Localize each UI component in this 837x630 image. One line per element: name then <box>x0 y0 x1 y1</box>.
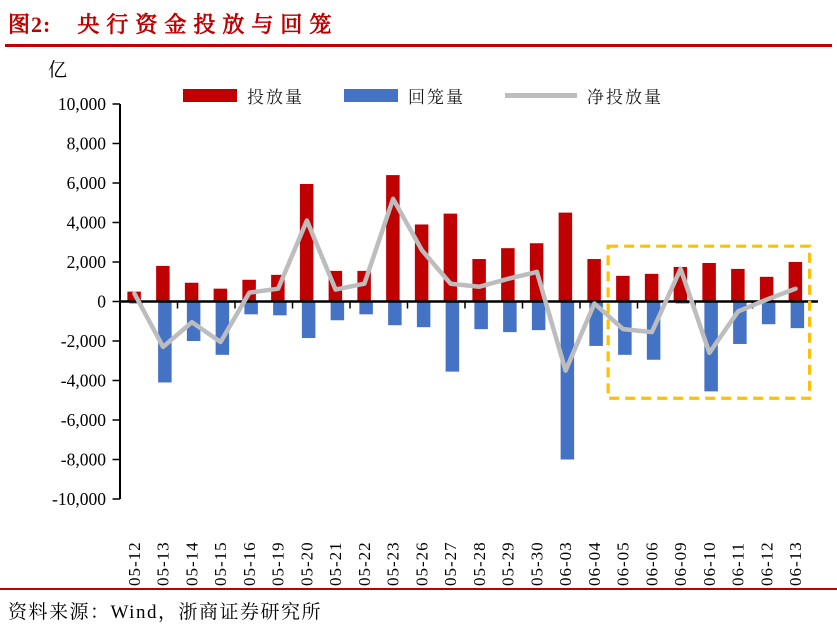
x-tick-label: 05-19 <box>268 541 288 586</box>
y-tick-label: -6,000 <box>60 410 106 430</box>
bar-injection <box>501 248 515 301</box>
x-tick-label: 05-20 <box>297 541 317 586</box>
x-tick-label: 06-11 <box>728 541 748 586</box>
x-tick-label: 05-14 <box>182 541 202 586</box>
y-tick-label: -8,000 <box>60 449 106 470</box>
bar-injection <box>214 289 228 302</box>
legend-label-withdrawal: 回笼量 <box>408 88 465 107</box>
legend-label-injection: 投放量 <box>247 88 304 107</box>
bar-withdrawal <box>474 302 488 330</box>
bar-injection <box>300 184 314 302</box>
net-injection-line <box>134 199 795 371</box>
x-tick-label: 05-30 <box>527 541 547 586</box>
x-tick-label: 06-04 <box>584 541 604 586</box>
x-tick-label: 06-09 <box>671 541 691 586</box>
x-tick-label: 05-22 <box>354 541 374 586</box>
y-tick-label: 4,000 <box>66 212 106 233</box>
x-tick-label: 06-10 <box>699 541 719 586</box>
bar-withdrawal <box>762 302 776 325</box>
bar-injection <box>645 274 659 302</box>
legend-label-net: 净投放量 <box>587 88 663 107</box>
bar-withdrawal <box>446 302 460 372</box>
x-tick-label: 06-05 <box>613 541 633 586</box>
y-tick-label: -10,000 <box>52 489 106 509</box>
y-tick-label: 8,000 <box>66 133 106 154</box>
bar-injection <box>444 214 458 302</box>
source-note: 资料来源：Wind，浙商证券研究所 <box>8 602 322 623</box>
x-tick-label: 05-23 <box>383 541 403 586</box>
bar-withdrawal <box>791 302 805 329</box>
x-tick-label: 06-12 <box>757 541 777 586</box>
x-tick-label: 05-15 <box>211 541 231 586</box>
x-tick-label: 05-29 <box>498 541 518 586</box>
figure-number: 图2: <box>8 12 52 37</box>
bar-withdrawal <box>503 302 517 333</box>
footer-rule <box>0 588 837 590</box>
x-tick-label: 05-28 <box>469 541 489 586</box>
x-tick-label: 05-26 <box>412 541 432 586</box>
x-tick-label: 05-16 <box>239 541 259 586</box>
bar-injection <box>185 283 199 302</box>
bar-injection <box>386 175 400 301</box>
bar-withdrawal <box>302 302 316 339</box>
bar-withdrawal <box>273 302 287 316</box>
bar-withdrawal <box>388 302 402 326</box>
bar-withdrawal <box>331 302 345 321</box>
x-tick-label: 05-13 <box>153 541 173 586</box>
bar-injection <box>587 259 601 301</box>
bar-withdrawal <box>561 302 575 460</box>
bar-injection <box>702 263 716 302</box>
x-tick-label: 05-27 <box>441 541 461 586</box>
bar-injection <box>731 269 745 302</box>
y-tick-label: 0 <box>97 291 106 312</box>
bar-injection <box>789 262 803 302</box>
bar-withdrawal <box>244 302 258 315</box>
y-tick-label: -4,000 <box>60 370 106 391</box>
y-tick-label: 2,000 <box>66 252 106 272</box>
y-tick-label: 10,000 <box>57 94 106 114</box>
y-axis-unit-label: 亿 <box>48 60 68 81</box>
x-tick-label: 06-03 <box>556 541 576 586</box>
figure-title-text: 央行资金投放与回笼 <box>77 12 339 37</box>
x-tick-label: 06-13 <box>786 541 806 586</box>
x-tick-label: 06-06 <box>642 541 662 586</box>
bar-withdrawal <box>359 302 373 315</box>
bar-injection <box>559 213 573 302</box>
bar-injection <box>472 259 486 301</box>
bar-injection <box>616 276 630 302</box>
bar-withdrawal <box>417 302 431 328</box>
y-tick-label: -2,000 <box>60 331 106 351</box>
bar-injection <box>415 224 429 301</box>
x-tick-label: 05-21 <box>326 541 346 586</box>
bar-injection <box>156 266 170 302</box>
bar-withdrawal <box>532 302 546 331</box>
y-tick-label: 6,000 <box>66 173 106 193</box>
x-tick-label: 05-12 <box>124 541 144 586</box>
